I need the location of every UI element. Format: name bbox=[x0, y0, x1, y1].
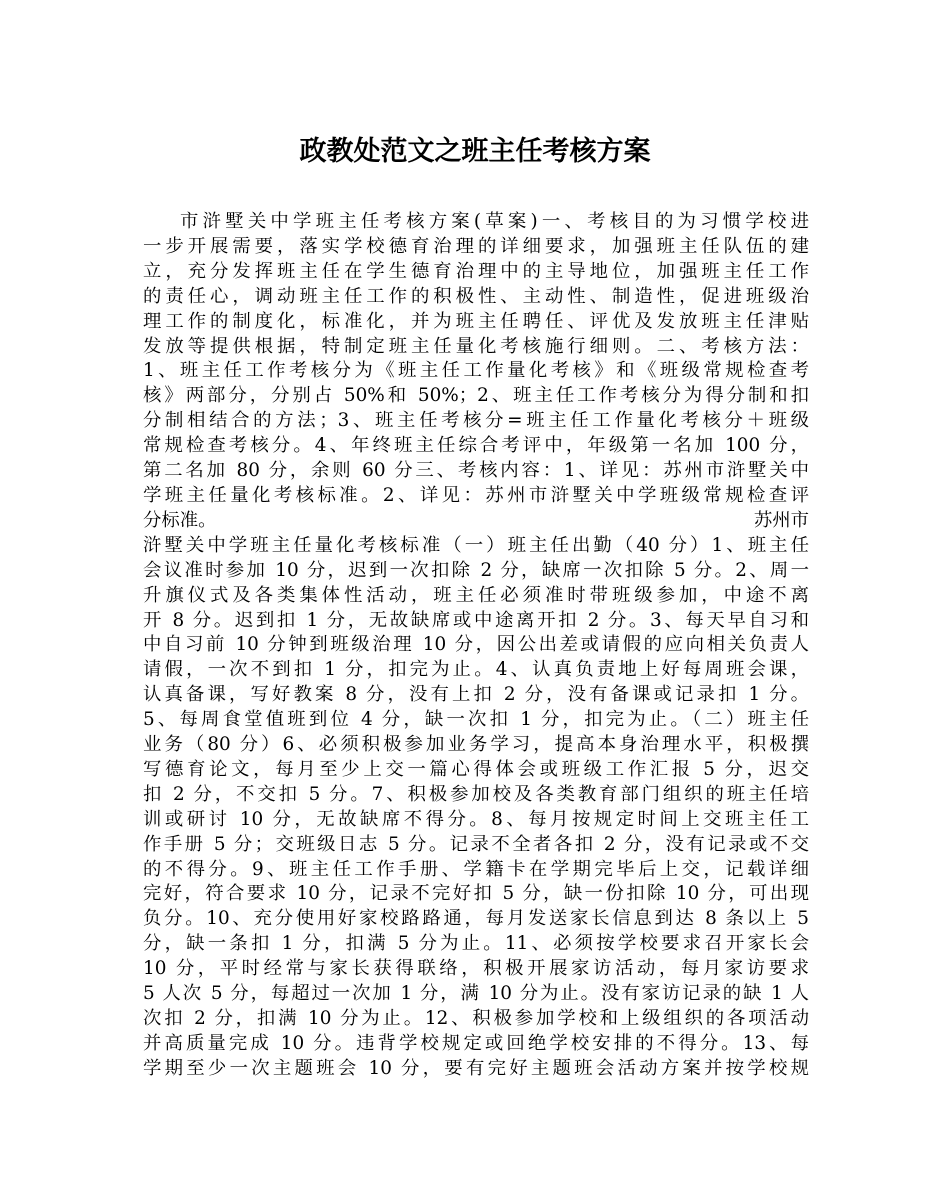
body-line: 开 8 分。迟到扣 1 分，无故缺席或中途离开扣 2 分。3、每天早自习和 bbox=[143, 609, 809, 631]
body-line: 发放等提供根据，特制定班主任量化考核施行细则。二、考核方法： bbox=[143, 335, 809, 357]
body-line: 升旗仪式及各类集体性活动，班主任必须准时带班级参加，中途不离 bbox=[143, 584, 809, 606]
body-line: 中自习前 10 分钟到班级治理 10 分，因公出差或请假的应向相关负责人 bbox=[143, 634, 809, 656]
body-line: 5 人次 5 分，每超过一次加 1 分，满 10 分为止。没有家访记录的缺 1 人 bbox=[143, 983, 809, 1005]
body-line: 的不得分。9、班主任工作手册、学籍卡在学期完毕后上交，记载详细 bbox=[143, 858, 809, 880]
body-line: 分，缺一条扣 1 分，扣满 5 分为止。11、必须按学校要求召开家长会 bbox=[143, 933, 809, 955]
body-line: 扣 2 分，不交扣 5 分。7、积极参加校及各类教育部门组织的班主任培 bbox=[143, 783, 809, 805]
body-line: 一步开展需要，落实学校德育治理的详细要求，加强班主任队伍的建 bbox=[143, 235, 809, 257]
body-line: 负分。10、充分使用好家校路路通，每月发送家长信息到达 8 条以上 5 bbox=[143, 908, 809, 930]
body-line: 5、每周食堂值班到位 4 分，缺一次扣 1 分，扣完为止。（二）班主任 bbox=[143, 709, 809, 731]
body-line: 1、班主任工作考核分为《班主任工作量化考核》和《班级常规检查考 bbox=[143, 360, 809, 382]
body-line: 核》两部分，分别占 50%和 50%；2、班主任工作考核分为得分制和扣 bbox=[143, 385, 809, 407]
body-line: 业务（80 分）6、必须积极参加业务学习，提高本身治理水平，积极撰 bbox=[143, 734, 809, 756]
body-line: 理工作的制度化，标准化，并为班主任聘任、评优及发放班主任津贴 bbox=[143, 310, 809, 332]
split-line-right: 苏州市 bbox=[753, 509, 809, 531]
body-line: 学期至少一次主题班会 10 分，要有完好主题班会活动方案并按学校规 bbox=[143, 1057, 809, 1079]
body-line: 立，充分发挥班主任在学生德育治理中的主导地位，加强班主任工作 bbox=[143, 260, 809, 282]
body-line: 市浒墅关中学班主任考核方案(草案)一、考核目的为习惯学校进 bbox=[180, 211, 809, 232]
body-line: 请假，一次不到扣 1 分，扣完为止。4、认真负责地上好每周班会课， bbox=[143, 659, 809, 681]
body-line: 学班主任量化考核标准。2、详见：苏州市浒墅关中学班级常规检查评 bbox=[143, 484, 809, 506]
body-line: 完好，符合要求 10 分，记录不完好扣 5 分，缺一份扣除 10 分，可出现 bbox=[143, 883, 809, 905]
body-line: 次扣 2 分，扣满 10 分为止。12、积极参加学校和上级组织的各项活动 bbox=[143, 1008, 809, 1029]
body-line-split bbox=[143, 509, 809, 534]
body-line: 会议准时参加 10 分，迟到一次扣除 2 分，缺席一次扣除 5 分。2、周一 bbox=[143, 559, 809, 581]
body-line: 分制相结合的方法；3、班主任考核分=班主任工作量化考核分＋班级 bbox=[143, 410, 809, 432]
body-line: 作手册 5 分；交班级日志 5 分。记录不全者各扣 2 分，没有记录或不交 bbox=[143, 833, 809, 855]
body-line: 认真备课，写好教案 8 分，没有上扣 2 分，没有备课或记录扣 1 分。 bbox=[143, 684, 809, 706]
body-line: 10 分，平时经常与家长获得联络，积极开展家访活动，每月家访要求 bbox=[143, 958, 809, 980]
body-line: 浒墅关中学班主任量化考核标准（一）班主任出勤（40 分）1、班主任 bbox=[143, 534, 809, 556]
body-line: 的责任心，调动班主任工作的积极性、主动性、制造性，促进班级治 bbox=[143, 285, 809, 307]
body-line: 常规检查考核分。4、年终班主任综合考评中，年级第一名加 100 分， bbox=[143, 435, 809, 457]
split-line-left: 分标准。 bbox=[143, 509, 217, 531]
body-line: 第二名加 80 分，余则 60 分三、考核内容：1、详见：苏州市浒墅关中 bbox=[143, 460, 809, 482]
body-line: 并高质量完成 10 分。违背学校规定或回绝学校安排的不得分。13、每 bbox=[143, 1032, 809, 1054]
body-line: 写德育论文，每月至少上交一篇心得体会或班级工作汇报 5 分，迟交 bbox=[143, 758, 809, 780]
document-body bbox=[143, 210, 809, 1082]
document-title: 政教处范文之班主任考核方案 bbox=[299, 136, 651, 167]
body-line: 训或研讨 10 分，无故缺席不得分。8、每月按规定时间上交班主任工 bbox=[143, 808, 809, 830]
